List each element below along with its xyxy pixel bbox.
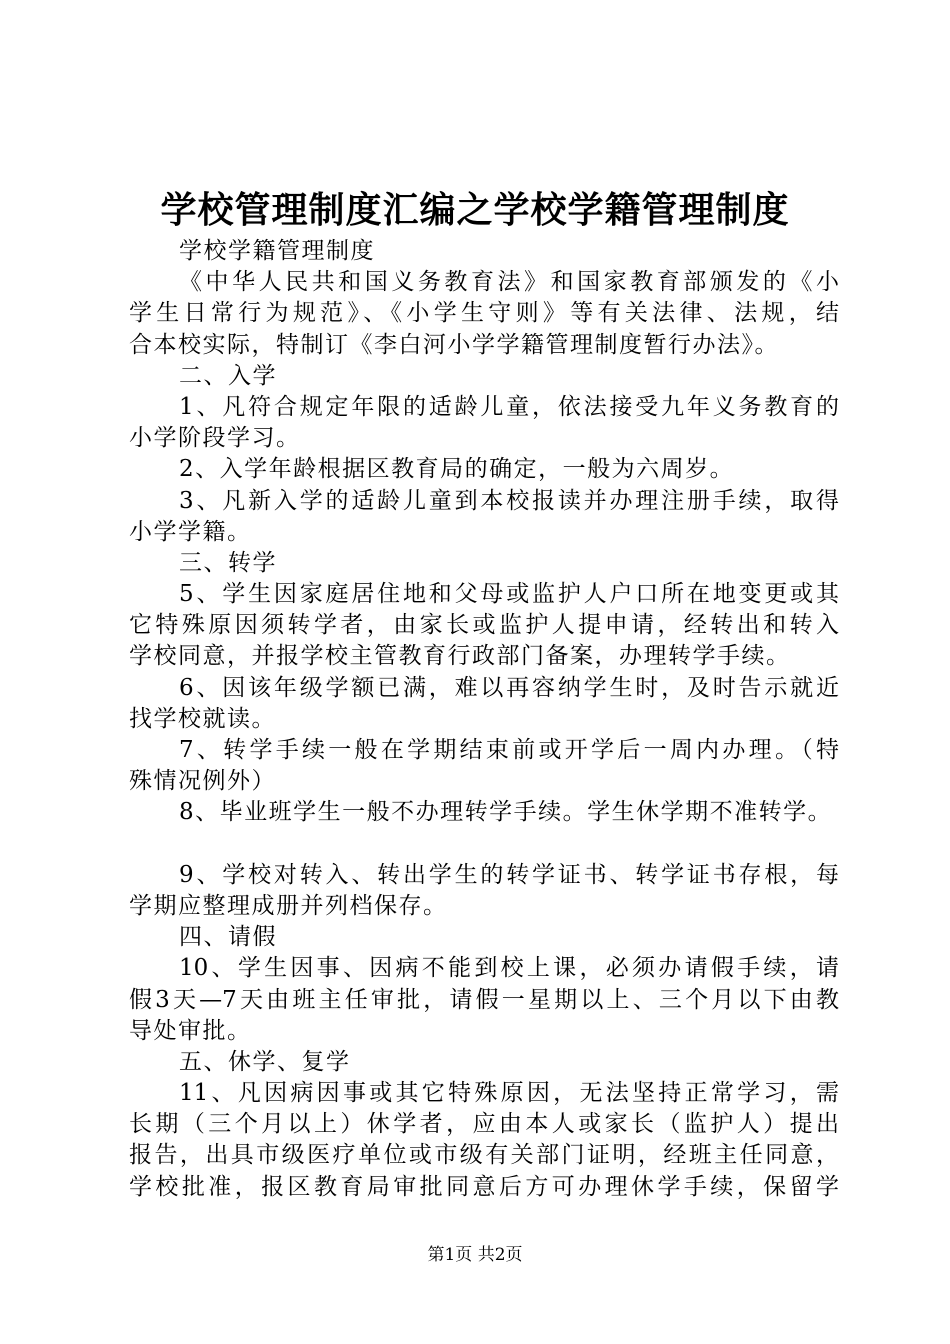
- heading-line: 学校学籍管理制度: [179, 238, 375, 264]
- paragraph-line: 《中华人民共和国义务教育法》和国家教育部颁发的《小: [179, 269, 839, 296]
- paragraph-line: 3、凡新入学的适龄儿童到本校报读并办理注册手续，取得: [179, 487, 839, 514]
- section-heading: 二、入学: [179, 362, 277, 389]
- paragraph-line: 8、毕业班学生一般不办理转学手续。学生休学期不准转学。: [179, 799, 833, 826]
- paragraph-line: 学校同意，并报学校主管教育行政部门备案，办理转学手续。: [129, 643, 791, 670]
- section-heading: 三、转学: [179, 549, 277, 576]
- paragraph-line: 合本校实际，特制订《李白河小学学籍管理制度暂行办法》。: [129, 331, 779, 358]
- paragraph-line: 5、学生因家庭居住地和父母或监护人户口所在地变更或其: [179, 581, 839, 608]
- paragraph-line: 2、入学年龄根据区教育局的确定，一般为六周岁。: [179, 456, 735, 483]
- paragraph-line: 11、凡因病因事或其它特殊原因，无法坚持正常学习，需: [179, 1080, 839, 1107]
- paragraph-line: 小学学籍。: [129, 518, 252, 545]
- paragraph-line: 找学校就读。: [129, 705, 276, 732]
- paragraph-line: 小学阶段学习。: [129, 425, 301, 452]
- paragraph-line: 长期（三个月以上）休学者，应由本人或家长（监护人）提出: [129, 1111, 839, 1138]
- paragraph-line: 9、学校对转入、转出学生的转学证书、转学证书存根，每: [179, 861, 839, 888]
- paragraph-line: 殊情况例外）: [129, 768, 276, 795]
- section-heading: 四、请假: [179, 924, 277, 951]
- document-title: 学校管理制度汇编之学校学籍管理制度: [160, 189, 790, 231]
- section-heading: 五、休学、复学: [179, 1048, 351, 1075]
- document-body: [129, 236, 839, 1203]
- paragraph-line: 导处审批。: [129, 1017, 252, 1044]
- paragraph-line: 报告，出具市级医疗单位或市级有关部门证明，经班主任同意，: [129, 1142, 839, 1169]
- page-number-footer: 第1页 共2页: [427, 1245, 523, 1265]
- paragraph-line: 学生日常行为规范》、《小学生守则》等有关法律、法规，结: [129, 300, 839, 327]
- paragraph-line: 7、转学手续一般在学期结束前或开学后一周内办理。（特: [179, 737, 839, 763]
- paragraph-line: 假3天—7天由班主任审批，请假一星期以上、三个月以下由教: [129, 986, 839, 1013]
- paragraph-line: 10、学生因事、因病不能到校上课，必须办请假手续，请: [179, 955, 839, 982]
- paragraph-line: 6、因该年级学额已满，难以再容纳学生时，及时告示就近: [179, 674, 839, 701]
- paragraph-line: 学校批准，报区教育局审批同意后方可办理休学手续，保留学: [129, 1173, 839, 1200]
- paragraph-line: 学期应整理成册并列档保存。: [129, 892, 448, 919]
- blank-line: [129, 829, 839, 860]
- paragraph-line: 它特殊原因须转学者，由家长或监护人提申请，经转出和转入: [129, 612, 839, 639]
- paragraph-line: 1、凡符合规定年限的适龄儿童，依法接受九年义务教育的: [179, 393, 839, 420]
